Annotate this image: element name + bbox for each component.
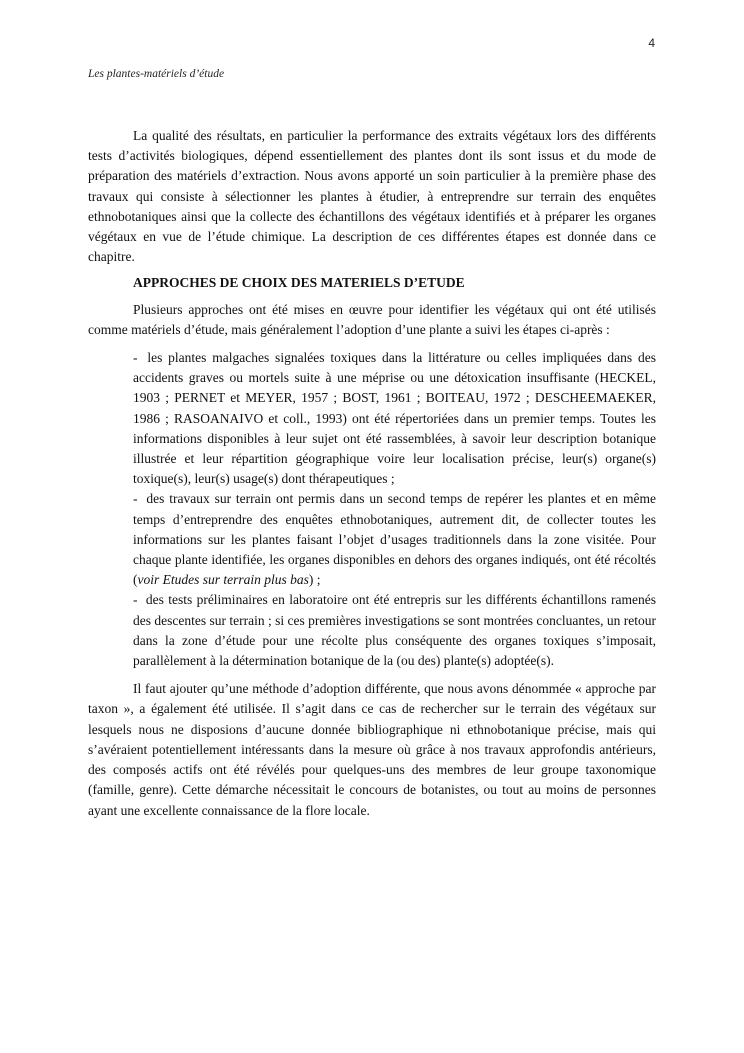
list-item <box>133 590 656 671</box>
list-item-text: les plantes malgaches signalées toxiques dans la littérature ou celles impliquées dans des accidents graves ou mortels suite à une méprise ou une détoxication insuffisante (HECKEL, 1903 ; PERNET et MEYER, 1957 ; BOST, 1961 ; BOITEAU, 1972 ; DESCHEEMAEKER, 1986 ; RASOANAIVO et coll., 1993) ont été répertoriées dans un premier temps. Toutes les informations disponibles à leur sujet ont été rassemblées, à savoir leur description botanique illustrée et leur répartition géographique voire leur localisation précise, leur(s) organe(s) toxique(s), leur(s) usage(s) dont thérapeutiques ; <box>133 350 656 487</box>
approach-paragraph: Plusieurs approches ont été mises en œuvre pour identifier les végétaux qui ont été utilisés comme matériels d’étude, mais généralement l’adoption d’une plante a suivi les étapes ci-après : <box>88 301 656 337</box>
section-heading: APPROCHES DE CHOIX DES MATERIELS D’ETUDE <box>133 275 465 291</box>
list-dash: - <box>133 350 138 366</box>
taxon-paragraph: Il faut ajouter qu’une méthode d’adoption différente, que nous avons dénommée « approche par taxon », a également été utilisée. Il s’agit dans ce cas de rechercher sur le terrain des végétaux sur lesquels nous ne disposions d’aucune donnée bibliographique ni ethnobotanique précise, mais qui s’avéraient potentiellement intéressants dans la mesure où grâce à nos travaux approfondis antérieurs, des composés actifs ont été révélés pour quelques-uns des membres de leur groupe taxonomique (famille, genre). Cette démarche nécessitait le concours de botanistes, ou tout au moins de personnes ayant une excellente connaissance de la flore locale. <box>88 681 656 818</box>
list-item <box>133 489 656 590</box>
running-header: Les plantes-matériels d’étude <box>88 68 225 80</box>
list-dash: - <box>133 592 138 608</box>
cross-reference: voir Etudes sur terrain plus bas <box>137 572 309 588</box>
list-item-text: des tests préliminaires en laboratoire ont été entrepris sur les différents échantillons ramenés des descentes sur terrain ; si ces premières investigations se sont montrées concluantes, un retour dans la zone d’étude pour une récolte plus conséquente des organes toxiques s’imposait, parallèlement à la détermination botanique de la (ou des) plante(s) adoptée(s). <box>133 592 656 669</box>
list-item-text-end: ) ; <box>308 572 321 588</box>
list-item-text: des travaux sur terrain ont permis dans un second temps de repérer les plantes et en même temps d’entreprendre des enquêtes ethnobotaniques, autrement dit, de collecter toutes les informations sur les plantes faisant l’objet d’usages traditionnels dans la zone visitée. Pour chaque plante identifiée, les organes disponibles en dehors des organes indiqués, ont été récoltés ( <box>133 491 657 588</box>
list-item <box>133 348 656 489</box>
page-number: 4 <box>648 36 655 50</box>
intro-paragraph: La qualité des résultats, en particulier la performance des extraits végétaux lors des différents tests d’activités biologiques, dépend essentiellement des plantes dont ils sont issus et du mode de préparation des matériels d’extraction. Nous avons apporté un soin particulier à la première phase des travaux qui consiste à sélectionner les plantes à étudier, à entreprendre sur terrain des enquêtes ethnobotaniques ainsi que la collecte des échantillons des végétaux identifiés et à préparer les organes végétaux en vue de l’étude chimique. La description de ces différentes étapes est donnée dans ce chapitre. <box>88 128 656 265</box>
list-dash: - <box>133 491 138 507</box>
document-body <box>88 126 656 821</box>
steps-list <box>133 348 656 671</box>
